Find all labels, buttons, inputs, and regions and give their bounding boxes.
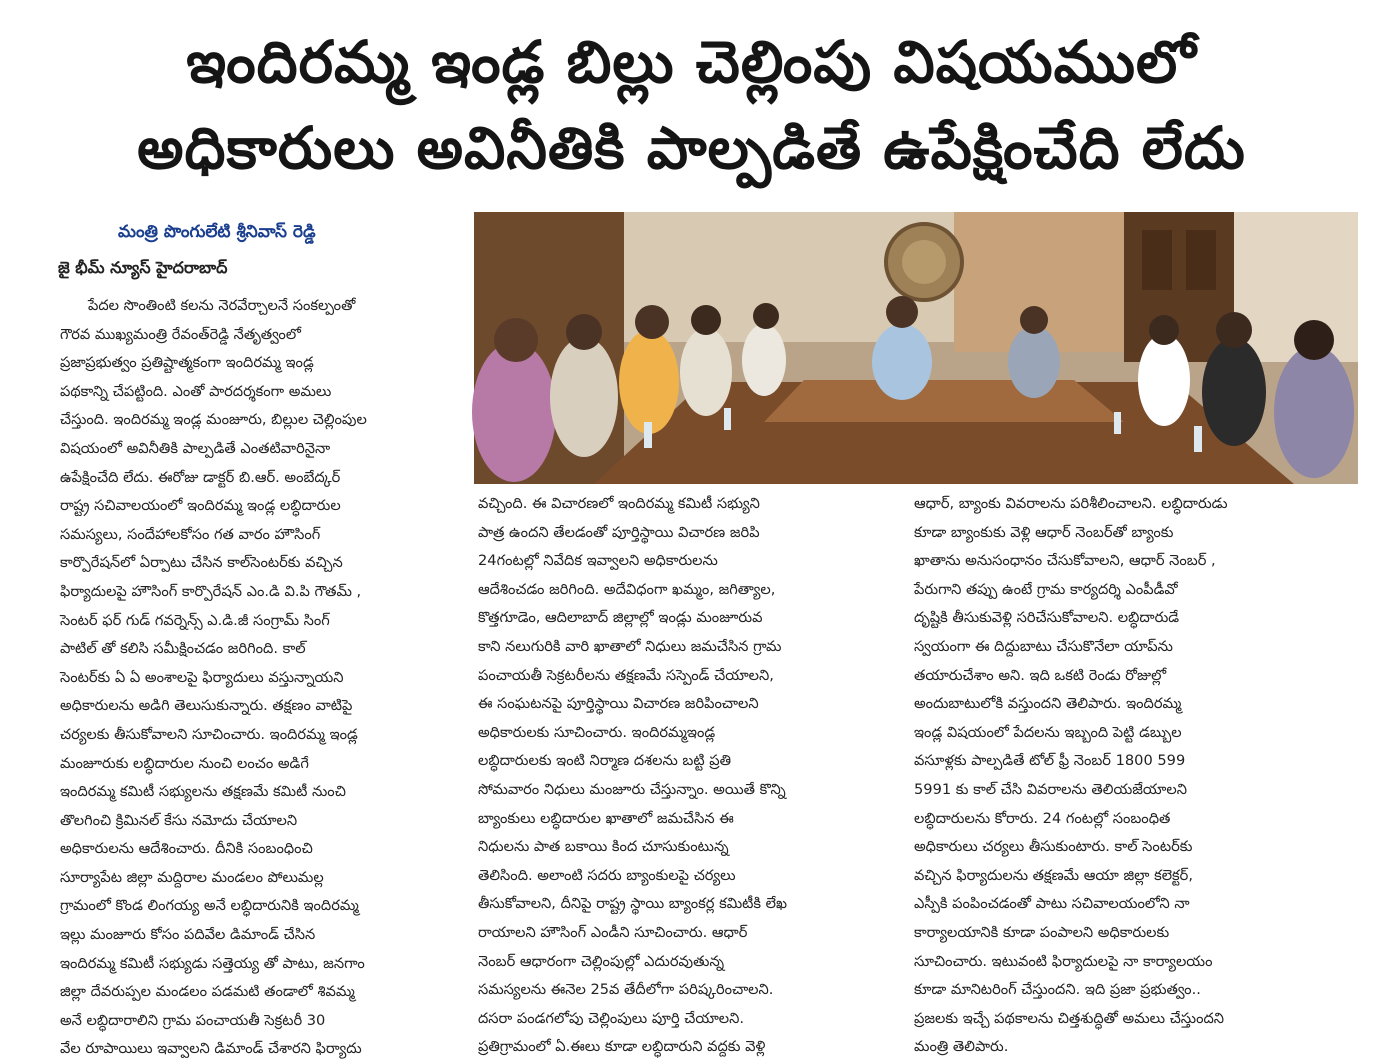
article-line: ఉపేక్షించేది లేదు. ఈరోజు డాక్టర్ బి.ఆర్. అంబేద్కర్ — [60, 468, 341, 486]
headline-line-1: ఇందిరమ్మ ఇండ్ల బిల్లు చెల్లింపు విషయములో — [186, 28, 1197, 96]
article-line: చర్యలకు తీసుకోవాలని సూచించారు. ఇందిరమ్మ ఇండ్ల — [60, 725, 358, 743]
article-line: పాటిల్ తో కలిసి సమీక్షించడం జరిగింది. కాల్ — [60, 640, 306, 658]
article-line: అధికారులను అడిగి తెలుసుకున్నారు. తక్షణం వాటిపై — [60, 697, 353, 715]
article-line: సమస్యలు, సందేహాలకోసం గత వారం హౌసింగ్ — [60, 525, 321, 543]
article-line: వసూళ్లకు పాల్పడితే టోల్ ఫ్రీ నెంబర్ 1800 599 — [914, 752, 1186, 770]
article-line: తొలగించి క్రిమినల్ కేసు నమోదు చేయాలని — [60, 811, 298, 829]
article-line: పాత్ర ఉందని తేలడంతో పూర్తిస్థాయి విచారణ జరిపి — [478, 523, 760, 541]
article-line: పంచాయతీ సెక్రటరీలను తక్షణమే సస్పెండ్ చేయాలని, — [478, 666, 774, 684]
article-line: ఇండ్ల విషయంలో పేదలను ఇబ్బంది పెట్టి డబ్బుల — [914, 723, 1182, 741]
article-line: 5991 కు కాల్ చేసి వివరాలను తెలియజేయాలని — [914, 780, 1187, 798]
article-line: తెలిసింది. అలాంటి సదరు బ్యాంకులపై చర్యలు — [478, 866, 736, 884]
article-line: 24గంటల్లో నివేదిక ఇవ్వాలని అధికారులను — [478, 552, 718, 570]
article-line: మంజూరుకు లబ్ధిదారుల నుంచి లంచం అడిగే — [60, 754, 309, 772]
article-line: దసరా పండగలోపు చెల్లింపులు పూర్తి చేయాలని. — [478, 1009, 745, 1027]
article-line: ఇల్లు మంజూరు కోసం పదివేల డిమాండ్ చేసిన — [60, 926, 316, 944]
article-line: వేల రూపాయిలు ఇవ్వాలని డిమాండ్ చేశారని ఫిర్యాదు — [60, 1040, 362, 1058]
article-line: కొత్తగూడెం, ఆదిలాబాద్ జిల్లాల్లో ఇండ్లు మంజూరువ — [478, 609, 763, 627]
article-line: కూడా బ్యాంకుకు వెళ్లి ఆధార్ నెంబర్‌తో బ్యాంకు — [914, 523, 1174, 541]
article-line: లబ్ధిదారులకు ఇంటి నిర్మాణ దశలను బట్టి ప్రతి — [478, 752, 732, 770]
article-line: లబ్ధిదారులను కోరారు. 24 గంటల్లో సంబంధిత — [914, 809, 1171, 827]
article-line: చేస్తుంది. ఇందిరమ్మ ఇండ్ల మంజూరు, బిల్లుల చెల్లింపుల — [60, 411, 367, 429]
article-line: ఫిర్యాదులపై హౌసింగ్ కార్పొరేషన్ ఎం.డి వి.పి గౌతమ్ , — [60, 582, 362, 600]
article-line: తయారుచేశాం అని. ఇది ఒకటి రెండు రోజుల్లో — [914, 666, 1167, 684]
article-line: సెంటర్ ఫర్ గుడ్ గవర్నెన్స్ ఎ.డి.జీ సంగ్రామ్ సింగ్ — [60, 611, 330, 629]
article-line: పేదల సొంతింటి కలను నెరవేర్చాలనే సంకల్పంతో — [88, 297, 356, 314]
article-line: అందుబాటులోకి వస్తుందని తెలిపారు. ఇందిరమ్మ — [914, 695, 1182, 713]
article-line: ప్రతిగ్రామంలో ఏ.ఈలు కూడా లబ్ధిదారుని వద్దకు వెళ్లి — [478, 1038, 766, 1056]
article-line: రాష్ట్ర సచివాలయంలో ఇందిరమ్మ ఇండ్ల లబ్ధిదారుల — [60, 497, 341, 515]
article-line: గ్రామంలో కొండ లింగయ్య అనే లబ్ధిదారునికి ఇందిరమ్మ — [60, 897, 359, 915]
article-line: జిల్లా దేవరుప్పల మండలం పడమటి తండాలో శివమ్మ — [60, 983, 355, 1001]
article-line: వచ్చిన ఫిర్యాదులను తక్షణమే ఆయా జిల్లా కలెక్టర్, — [914, 866, 1193, 884]
article-line: రాయాలని హౌసింగ్ ఎండీని సూచించారు. ఆధార్ — [478, 923, 748, 941]
article-line: మంత్రి తెలిపారు. — [914, 1038, 1009, 1056]
article-line: కాని నలుగురికి వారి ఖాతాలో నిధులు జమచేసిన గ్రామ — [478, 637, 782, 655]
article-column-1 — [60, 292, 448, 1064]
meeting-photo — [474, 212, 1358, 484]
article-line: తీసుకోవాలని, దీనిపై రాష్ట్ర స్థాయి బ్యాంకర్ల కమిటీకి లేఖ — [478, 895, 788, 913]
article-line: ఈ సంఘటనపై పూర్తిస్థాయి విచారణ జరిపించాలని — [478, 695, 759, 713]
article-line: నిధులను పాత బకాయి కింద చూసుకుంటున్న — [478, 838, 729, 856]
article-line: పథకాన్ని చేపట్టింది. ఎంతో పారదర్శకంగా అమలు — [60, 382, 332, 400]
article-line: ఎస్పీకి పంపించడంతో పాటు సచివాలయంలోని నా — [914, 895, 1190, 913]
article-line: సెంటర్‌కు ఏ ఏ అంశాలపై ఫిర్యాదులు వస్తున్నాయని — [60, 668, 344, 686]
article-line: సూచించారు. ఇటువంటి ఫిర్యాదులపై నా కార్యాలయం — [914, 952, 1213, 970]
article-line: దృష్టికి తీసుకువెళ్లి సరిచేసుకోవాలని. లబ్ధిదారుడే — [914, 609, 1180, 627]
headline-line-2: అధికారులు అవినీతికి పాల్పడితే ఉపేక్షించేది లేదు — [137, 114, 1246, 182]
article-line: ఇందిరమ్మ కమిటీ సభ్యుడు సత్తెయ్య తో పాటు, జనగాం — [60, 954, 365, 972]
article-line: కూడా మానిటరింగ్ చేస్తుందని. ఇది ప్రజా ప్రభుత్వం.. — [914, 981, 1201, 999]
article-line: ప్రజాప్రభుత్వం ప్రతిష్టాత్మకంగా ఇందిరమ్మ ఇండ్ల — [60, 354, 314, 372]
article-line: కార్పొరేషన్‌లో ఏర్పాటు చేసిన కాల్‌సెంటర్‌కు వచ్చిన — [60, 554, 343, 572]
article-line: ఆదేశించడం జరిగింది. అదేవిధంగా ఖమ్మం, జగిత్యాల, — [478, 580, 776, 598]
article-line: గౌరవ ముఖ్యమంత్రి రేవంత్‌రెడ్డి నేతృత్వంలో — [60, 325, 301, 343]
article-line: నెంబర్ ఆధారంగా చెల్లింపుల్లో ఎదురవుతున్న — [478, 952, 725, 970]
article-line: బ్యాంకులు లబ్ధిదారుల ఖాతాలో జమచేసిన ఈ — [478, 809, 734, 827]
article-line: ఆధార్, బ్యాంకు వివరాలను పరిశీలించాలని. లబ్ధిదారుడు — [914, 495, 1228, 512]
article-line: ప్రజలకు ఇచ్చే పథకాలను చిత్తశుద్ధితో అమలు చేస్తుందని — [914, 1009, 1225, 1027]
article-line: కార్యాలయానికి కూడా పంపాలని అధికారులకు — [914, 923, 1170, 941]
article-line: అధికారులకు సూచించారు. ఇందిరమ్మఇండ్ల — [478, 723, 716, 741]
article-line: ఇందిరమ్మ కమిటీ సభ్యులను తక్షణమే కమిటీ నుంచి — [60, 783, 346, 801]
dateline: జై భీమ్ న్యూస్ హైదరాబాద్ — [58, 258, 228, 277]
article-line: అధికారులను ఆదేశించారు. దీనికి సంబంధించి — [60, 840, 313, 858]
article-line: సూర్యాపేట జిల్లా మద్దిరాల మండలం పోలుమల్ల — [60, 868, 324, 886]
article-line: ఖాతాను అనుసంధానం చేసుకోవాలని, ఆధార్ నెంబర్ , — [914, 552, 1216, 570]
article-column-2 — [478, 490, 888, 1062]
article-line: వచ్చింది. ఈ విచారణలో ఇందిరమ్మ కమిటీ సభ్యుని — [478, 495, 760, 512]
article-line: స్వయంగా ఈ దిద్దుబాటు చేసుకొనేలా యాప్‌ను — [914, 637, 1173, 655]
article-line: అధికారులు చర్యలు తీసుకుంటారు. కాల్ సెంటర్‌కు — [914, 838, 1193, 856]
article-line: సమస్యలను ఈనెల 25వ తేదీలోగా పరిష్కరించాలని. — [478, 981, 774, 999]
article-line: విషయంలో అవినీతికి పాల్పడితే ఎంతటివారినైనా — [60, 439, 331, 457]
article-line: సోమవారం నిధులు మంజూరు చేస్తున్నాం. అయితే కొన్ని — [478, 780, 786, 798]
article-column-3 — [914, 490, 1324, 1062]
byline: మంత్రి పొంగులేటి శ్రీనివాస్ రెడ్డి — [118, 222, 316, 242]
article-line: పేరుగాని తప్పు ఉంటే గ్రామ కార్యదర్శి ఎంపీడీవో — [914, 580, 1178, 598]
article-line: అనే లబ్ధిదారాలిని గ్రామ పంచాయతీ సెక్రటరీ 30 — [60, 1011, 326, 1029]
